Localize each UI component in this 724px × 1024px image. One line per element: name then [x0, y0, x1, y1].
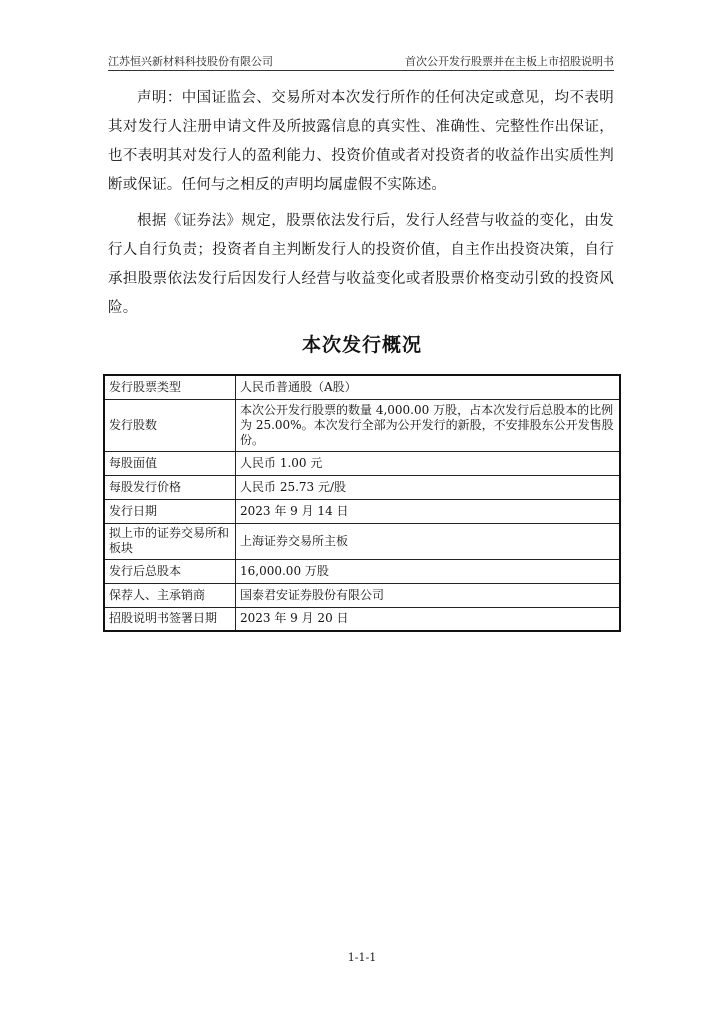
row-value: 本次公开发行股票的数量 4,000.00 万股，占本次发行后总股本的比例为 25.00%。本次发行全部为公开发行的新股，不安排股东公开发售股份。: [236, 399, 621, 451]
table-row: [104, 375, 620, 399]
row-value: 上海证券交易所主板: [236, 523, 621, 559]
row-key: 每股面值: [104, 451, 236, 475]
row-key: 招股说明书签署日期: [104, 607, 236, 631]
table-row: [104, 607, 620, 631]
row-value: 人民币 25.73 元/股: [236, 475, 621, 499]
table-row: [104, 583, 620, 607]
header-doc-title: 首次公开发行股票并在主板上市招股说明书: [405, 55, 614, 68]
offering-summary-table: [103, 374, 621, 632]
table-row: [104, 475, 620, 499]
row-value: 人民币 1.00 元: [236, 451, 621, 475]
row-value: 国泰君安证券股份有限公司: [236, 583, 621, 607]
statement-paragraph: 声明：中国证监会、交易所对本次发行所作的任何决定或意见，均不表明其对发行人注册申请文件及所披露信息的真实性、准确性、完整性作出保证，也不表明其对发行人的盈利能力、投资价值或者对投资者的收益作出实质性判断或保证。任何与之相反的声明均属虚假不实陈述。: [108, 90, 614, 193]
table-row: [104, 559, 620, 583]
row-value: 2023 年 9 月 20 日: [236, 607, 621, 631]
row-key: 发行股票类型: [104, 375, 236, 399]
row-key: 发行日期: [104, 499, 236, 523]
page-header: [108, 52, 614, 71]
row-key: 拟上市的证券交易所和板块: [104, 523, 236, 559]
table-row: [104, 399, 620, 451]
row-value: 16,000.00 万股: [236, 559, 621, 583]
row-key: 每股发行价格: [104, 475, 236, 499]
table-row: [104, 523, 620, 559]
header-company: 江苏恒兴新材料科技股份有限公司: [108, 55, 273, 68]
statement-body: [108, 84, 614, 330]
table-row: [104, 451, 620, 475]
row-value: 2023 年 9 月 14 日: [236, 499, 621, 523]
risk-paragraph: 根据《证券法》规定，股票依法发行后，发行人经营与收益的变化，由发行人自行负责；投资者自主判断发行人的投资价值，自主作出投资决策，自行承担股票依法发行后因发行人经营与收益变化或者股票价格变动引致的投资风险。: [108, 213, 614, 316]
section-title: 本次发行概况: [301, 334, 422, 356]
table-row: [104, 499, 620, 523]
row-key: 发行股数: [104, 399, 236, 451]
row-value: 人民币普通股（A股）: [236, 375, 621, 399]
row-key: 保荐人、主承销商: [104, 583, 236, 607]
row-key: 发行后总股本: [104, 559, 236, 583]
page-number: 1-1-1: [347, 951, 377, 964]
